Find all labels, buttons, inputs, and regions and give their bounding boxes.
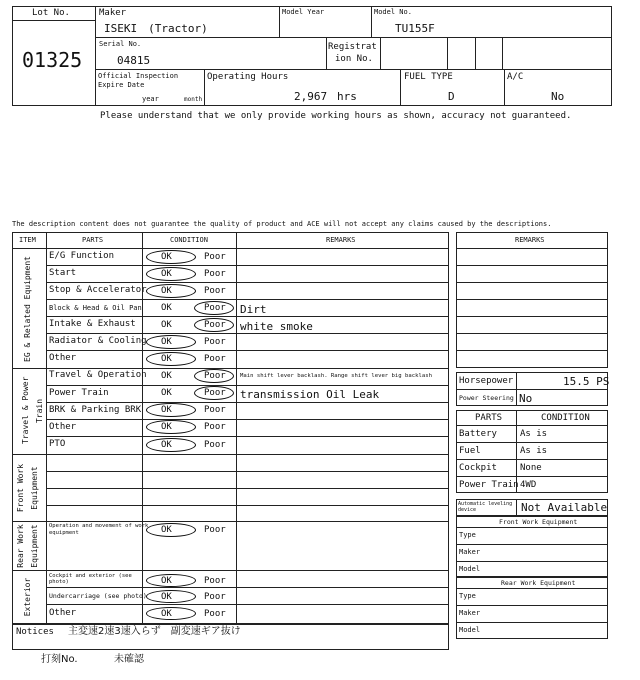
month-label: month <box>184 96 203 103</box>
cockpit-label: Cockpit <box>459 463 497 473</box>
auto-leveling-value: Not Available <box>521 501 608 514</box>
ok-label: OK <box>161 252 172 262</box>
poor-label: Poor <box>204 320 226 330</box>
poor-selected-mark <box>194 301 234 315</box>
ok-label: OK <box>161 269 172 279</box>
rear-model-label: Model <box>459 626 481 634</box>
part-intake-exhaust: Intake & Exhaust <box>49 319 136 329</box>
hours-note: Please understand that we only provide working hours as shown, accuracy not guaranteed. <box>100 111 572 121</box>
ok-label: OK <box>161 422 172 432</box>
ok-label: OK <box>161 525 172 535</box>
ok-selected-mark <box>146 420 196 434</box>
registration-label-2: ion No. <box>335 54 373 64</box>
poor-selected-mark <box>194 318 234 332</box>
ok-selected-mark <box>146 335 196 349</box>
auto-leveling-label-2: device <box>458 507 477 513</box>
ok-label: OK <box>161 440 172 450</box>
ok-label: OK <box>161 286 172 296</box>
lot-label: Lot No. <box>32 8 70 18</box>
inspection-label-2: Expire Date <box>98 81 145 89</box>
poor-label: Poor <box>204 371 226 381</box>
section-front-2: Equipment <box>30 466 39 510</box>
part-work-equipment-2: equipment <box>49 530 79 536</box>
part-block-head: Block & Head & Oil Pan <box>49 304 142 312</box>
poor-label: Poor <box>204 269 226 279</box>
front-work-title: Front Work Equipment <box>499 518 578 526</box>
section-exterior: Exterior <box>23 577 32 617</box>
ok-selected-mark <box>146 267 196 281</box>
ok-selected-mark <box>146 607 196 620</box>
ok-label: OK <box>161 303 172 313</box>
ok-label: OK <box>161 320 172 330</box>
section-rear-2: Equipment <box>30 524 39 568</box>
poor-label: Poor <box>204 388 226 398</box>
inspection-label: Official Inspection <box>98 72 179 80</box>
disclaimer: The description content does not guarantee the quality of product and ACE will not accept any claims caused by the descriptions. <box>12 220 552 228</box>
fuel-part-label: Fuel <box>459 446 481 456</box>
ok-label: OK <box>161 337 172 347</box>
ok-selected-mark <box>146 590 196 603</box>
ac-value: No <box>551 90 565 103</box>
ok-selected-mark <box>146 523 196 537</box>
rear-type-label: Type <box>459 592 476 600</box>
poor-label: Poor <box>204 286 226 296</box>
serial-label: Serial No. <box>99 40 142 48</box>
right-remarks-header: REMARKS <box>515 236 545 244</box>
remark-travel-operation: Main shift lever backlash. Range shift lever big backlash <box>240 373 432 379</box>
section-travel: Travel & Power <box>21 376 30 444</box>
part-other-exterior: Other <box>49 608 77 618</box>
ac-label: A/C <box>507 72 524 82</box>
battery-label: Battery <box>459 429 497 439</box>
horsepower-label: Horsepower <box>459 376 514 386</box>
ok-label: OK <box>161 388 172 398</box>
rear-work-title: Rear Work Equipment <box>501 579 576 587</box>
section-front: Front Work <box>16 463 25 513</box>
ok-selected-mark <box>146 352 196 366</box>
part-brake: BRK & Parking BRK <box>49 405 142 415</box>
ok-label: OK <box>161 609 172 619</box>
part-radiator: Radiator & Cooling <box>49 336 147 346</box>
ok-label: OK <box>161 576 172 586</box>
cockpit-value: None <box>520 463 542 473</box>
right-remarks-box <box>456 232 608 368</box>
ok-label: OK <box>161 371 172 381</box>
part-eg-function: E/G Function <box>49 251 115 261</box>
model-no-value: TU155F <box>395 22 435 35</box>
lot-value: 01325 <box>22 48 83 72</box>
front-type-label: Type <box>459 531 476 539</box>
horsepower-value: 15.5 PS <box>563 375 610 388</box>
section-travel-2: Train <box>35 398 44 424</box>
remark-block-head: Dirt <box>240 303 267 316</box>
hours-label: Operating Hours <box>207 72 289 82</box>
part-start: Start <box>49 268 77 278</box>
auto-leveling-label: Automatic leveling <box>458 501 513 507</box>
year-label: year <box>142 95 159 103</box>
poor-label: Poor <box>204 576 226 586</box>
poor-label: Poor <box>204 525 226 535</box>
poor-label: Poor <box>204 609 226 619</box>
part-cockpit-exterior-2: photo) <box>49 579 69 585</box>
model-no-label: Model No. <box>374 8 412 16</box>
battery-value: As is <box>520 429 548 439</box>
stamp-label: 打刻No. <box>41 654 78 665</box>
poor-label: Poor <box>204 592 226 602</box>
part-undercarriage: Undercarriage (see photo) <box>49 592 147 600</box>
poor-label: Poor <box>204 354 226 364</box>
ok-label: OK <box>161 354 172 364</box>
poor-label: Poor <box>204 303 226 313</box>
ok-selected-mark <box>146 403 196 417</box>
poor-label: Poor <box>204 252 226 262</box>
power-train-value: 4WD <box>520 480 537 490</box>
remark-intake-exhaust: white smoke <box>240 320 313 333</box>
col-item: ITEM <box>19 236 36 244</box>
part-travel-operation: Travel & Operation <box>49 370 147 380</box>
part-other-eg: Other <box>49 353 77 363</box>
part-pto: PTO <box>49 439 66 449</box>
notices-label: Notices <box>16 627 54 637</box>
maker-label: Maker <box>99 8 127 18</box>
front-model-label: Model <box>459 565 481 573</box>
ok-selected-mark <box>146 284 196 298</box>
part-power-train: Power Train <box>49 388 109 398</box>
rear-maker-label: Maker <box>459 609 481 617</box>
front-maker-label: Maker <box>459 548 481 556</box>
col-condition: CONDITION <box>170 236 208 244</box>
remark-power-train: transmission Oil Leak <box>240 388 380 401</box>
right-parts-label: PARTS <box>475 413 503 423</box>
stamp-value: 未確認 <box>114 654 144 665</box>
col-remarks: REMARKS <box>326 236 356 244</box>
poor-selected-mark <box>194 386 234 400</box>
poor-label: Poor <box>204 422 226 432</box>
part-other-travel: Other <box>49 422 77 432</box>
col-parts: PARTS <box>82 236 104 244</box>
ok-label: OK <box>161 405 172 415</box>
power-train-label: Power Train <box>459 480 519 490</box>
notices-value: 主変速2速3速入らず 副変速ギア抜け <box>68 626 241 637</box>
part-work-equipment: Operation and movement of work <box>49 523 149 529</box>
part-cockpit-exterior: Cockpit and exterior (see <box>49 573 132 579</box>
right-condition-label: CONDITION <box>541 413 590 423</box>
ok-selected-mark <box>146 574 196 587</box>
poor-selected-mark <box>194 369 234 383</box>
part-stop-accelerator: Stop & Accelerator <box>49 285 147 295</box>
hours-value: 2,967 <box>294 90 328 103</box>
ok-label: OK <box>161 592 172 602</box>
section-rear: Rear Work <box>16 524 25 568</box>
section-eg: EG & Related Equipment <box>23 256 32 362</box>
fuel-label: FUEL TYPE <box>404 72 453 82</box>
power-steering-value: No <box>519 392 533 405</box>
model-year-label: Model Year <box>282 8 325 16</box>
poor-label: Poor <box>204 440 226 450</box>
power-steering-label: Power Steering <box>459 394 514 402</box>
fuel-value: D <box>448 90 455 103</box>
ok-selected-mark <box>146 438 196 452</box>
registration-label: Registrat <box>328 42 377 52</box>
poor-label: Poor <box>204 337 226 347</box>
hours-unit: hrs <box>337 90 357 103</box>
maker-value: ISEKI (Tractor) <box>104 22 208 35</box>
poor-label: Poor <box>204 405 226 415</box>
serial-value: 04815 <box>117 54 151 67</box>
fuel-part-value: As is <box>520 446 548 456</box>
ok-selected-mark <box>146 250 196 264</box>
